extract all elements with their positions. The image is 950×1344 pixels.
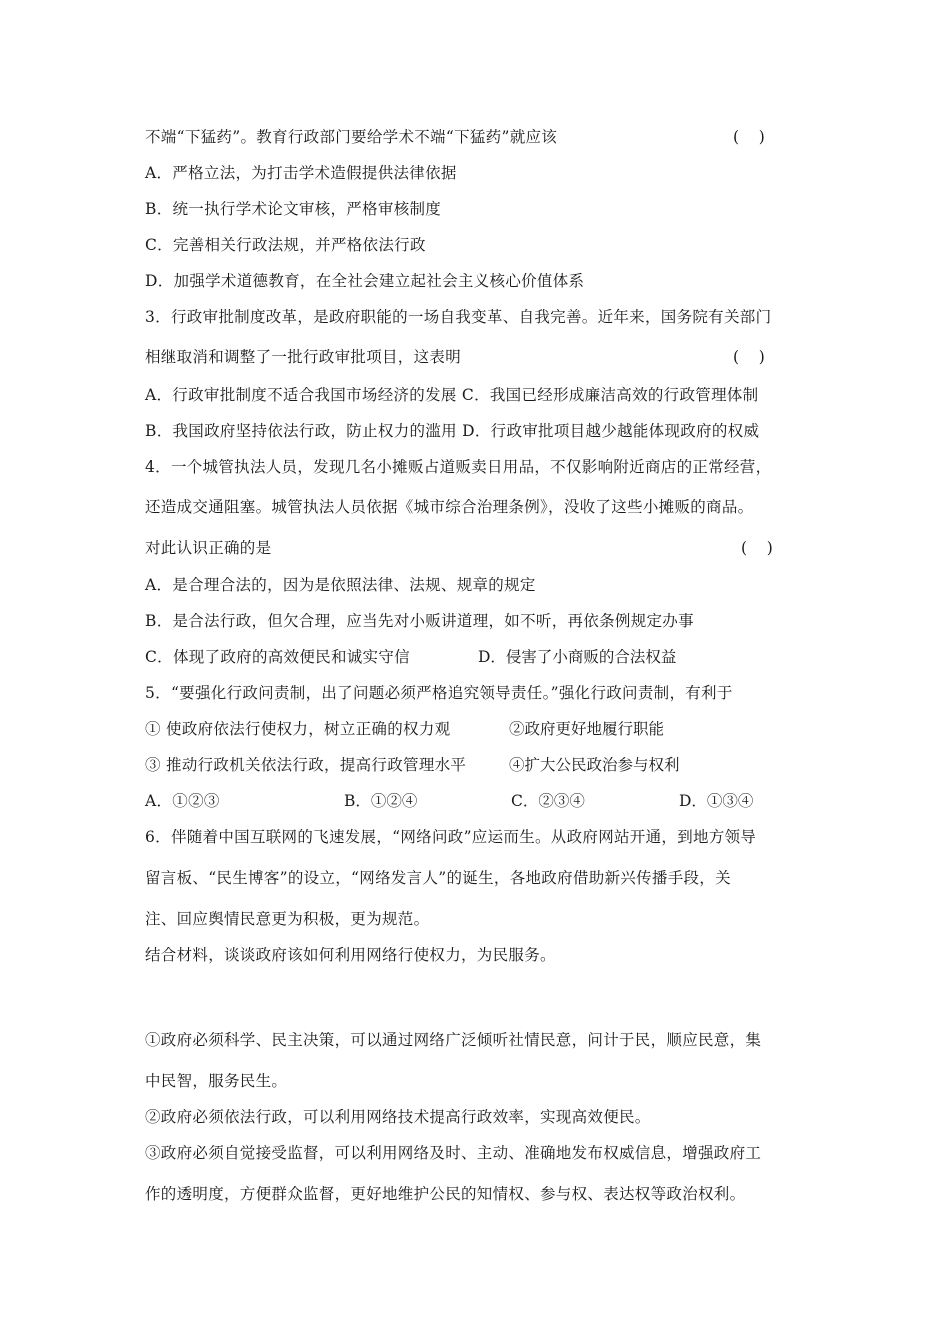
q4-answer-paren: ( ) xyxy=(741,539,773,557)
q3-stem-line1: 3．行政审批制度改革，是政府职能的一场自我变革、自我完善。近年来，国务院有关部门 xyxy=(145,308,772,326)
q6-answer-2: ②政府必须依法行政，可以利用网络技术提高行政效率，实现高效便民。 xyxy=(145,1108,651,1126)
q4-option-c: C．体现了政府的高效便民和诚实守信 xyxy=(145,648,410,666)
q2-stem-tail: 不端“下猛药”。教育行政部门要给学术不端“下猛药”就应该 xyxy=(145,128,558,146)
q4-stem-line2: 还造成交通阻塞。城管执法人员依据《城市综合治理条例》，没收了这些小摊贩的商品。 xyxy=(145,498,754,516)
q5-item-3: ③ 推动行政机关依法行政，提高行政管理水平 xyxy=(145,756,467,774)
q6-answer-3-line2: 作的透明度，方便群众监督，更好地维护公民的知情权、参与权、表达权等政治权利。 xyxy=(145,1185,746,1203)
q6-answer-3-line1: ③政府必须自觉接受监督，可以利用网络及时、主动、准确地发布权威信息，增强政府工 xyxy=(145,1144,762,1162)
q3-options-row2: B．我国政府坚持依法行政，防止权力的滥用 D．行政审批项目越少越能体现政府的权威 xyxy=(145,422,760,440)
q2-option-a: A．严格立法，为打击学术造假提供法律依据 xyxy=(145,164,457,182)
q6-stem-line3: 注、回应舆情民意更为积极，更为规范。 xyxy=(145,910,430,928)
q3-stem-line2: 相继取消和调整了一批行政审批项目，这表明 xyxy=(145,348,462,366)
q6-answer-1-line1: ①政府必须科学、民主决策，可以通过网络广泛倾听社情民意，问计于民，顺应民意，集 xyxy=(145,1031,762,1049)
q2-option-b: B．统一执行学术论文审核，严格审核制度 xyxy=(145,200,442,218)
q4-option-b: B．是合法行政，但欠合理，应当先对小贩讲道理，如不听，再依条例规定办事 xyxy=(145,612,694,630)
q4-stem-line1: 4．一个城管执法人员，发现几名小摊贩占道贩卖日用品，不仅影响附近商店的正常经营， xyxy=(145,458,772,476)
q3-options-row1: A．行政审批制度不适合我国市场经济的发展 C．我国已经形成廉洁高效的行政管理体制 xyxy=(145,386,759,404)
q5-item-2: ②政府更好地履行职能 xyxy=(509,720,665,738)
q5-option-d: D．①③④ xyxy=(679,792,754,810)
q5-item-1: ① 使政府依法行使权力，树立正确的权力观 xyxy=(145,720,451,738)
q2-option-c: C．完善相关行政法规，并严格依法行政 xyxy=(145,236,426,254)
q6-answer-1-line2: 中民智，服务民生。 xyxy=(145,1072,288,1090)
q6-prompt: 结合材料，谈谈政府该如何利用网络行使权力，为民服务。 xyxy=(145,946,556,964)
q5-option-a: A．①②③ xyxy=(145,792,220,810)
q5-item-4: ④扩大公民政治参与权利 xyxy=(509,756,680,774)
q2-answer-paren: ( ) xyxy=(733,128,765,146)
q6-stem-line1: 6．伴随着中国互联网的飞速发展，“网络问政”应运而生。从政府网站开通，到地方领导 xyxy=(145,828,757,846)
q5-stem: 5．“要强化行政问责制，出了问题必须严格追究领导责任。”强化行政问责制，有利于 xyxy=(145,684,733,702)
q4-option-d: D．侵害了小商贩的合法权益 xyxy=(478,648,677,666)
q4-option-a: A．是合理合法的，因为是依照法律、法规、规章的规定 xyxy=(145,576,536,594)
q6-stem-line2: 留言板、“民生博客”的设立，“网络发言人”的诞生，各地政府借助新兴传播手段，关 xyxy=(145,869,731,887)
q2-option-d: D．加强学术道德教育，在全社会建立起社会主义核心价值体系 xyxy=(145,272,585,290)
q4-stem-line3: 对此认识正确的是 xyxy=(145,539,272,557)
q3-answer-paren: ( ) xyxy=(733,348,765,366)
q5-option-c: C．②③④ xyxy=(511,792,585,810)
q5-option-b: B．①②④ xyxy=(344,792,418,810)
